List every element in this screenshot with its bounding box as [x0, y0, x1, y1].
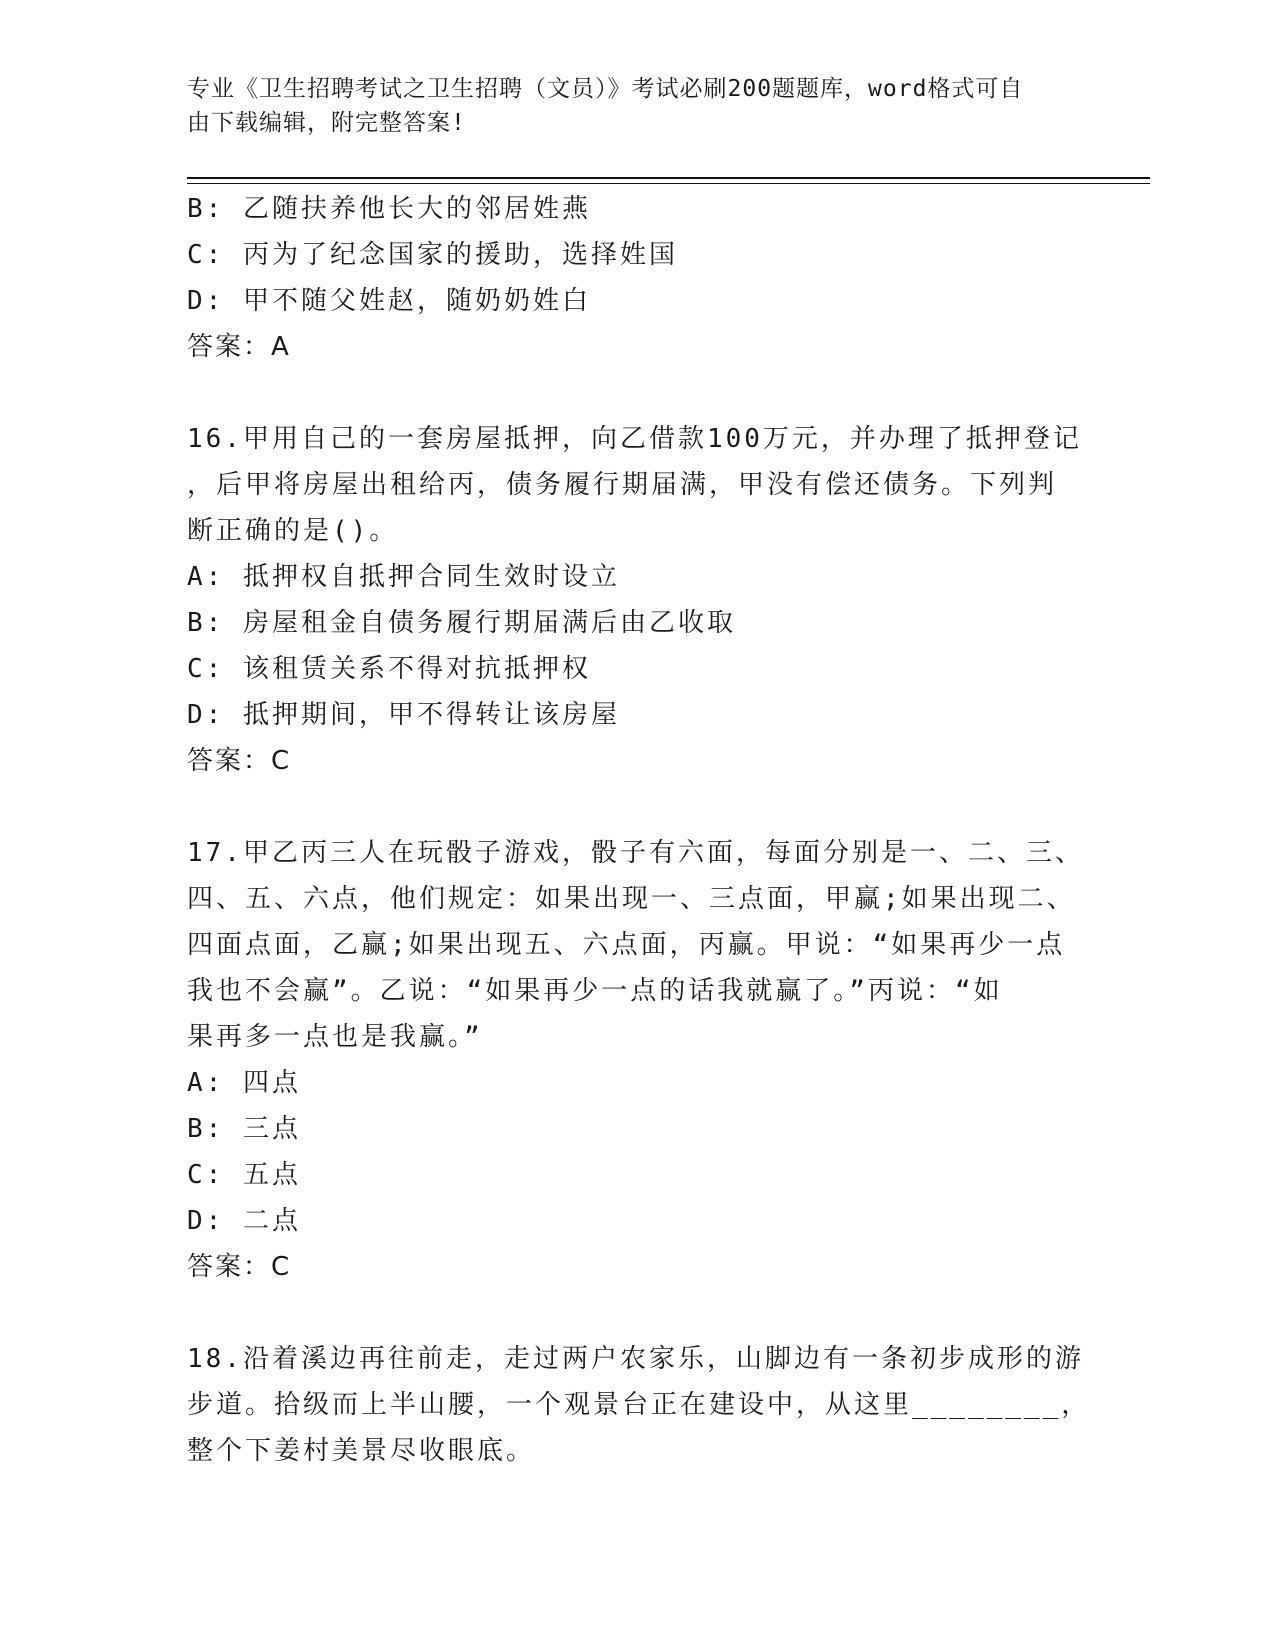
question-stem-line: 断正确的是()。 — [187, 516, 399, 546]
option-c: C: 丙为了纪念国家的援助，选择姓国 — [187, 240, 678, 270]
header-line-1: 专业《卫生招聘考试之卫生招聘（文员）》考试必刷200题题库，word格式可自 — [187, 76, 1024, 102]
option-b: B: 房屋租金自债务履行期届满后由乙收取 — [187, 608, 736, 638]
answer: 答案：A — [187, 332, 291, 362]
question-16 — [187, 416, 1087, 784]
question-stem-line: 18.沿着溪边再往前走，走过两户农家乐，山脚边有一条初步成形的游 — [187, 1344, 1084, 1374]
question-18 — [187, 1336, 1091, 1474]
option-d: D: 甲不随父姓赵，随奶奶姓白 — [187, 286, 591, 316]
question-stem-line: 17.甲乙丙三人在玩骰子游戏，骰子有六面，每面分别是一、二、三、 — [187, 838, 1084, 868]
option-b: B: 乙随扶养他长大的邻居姓燕 — [187, 194, 591, 224]
question-stem-line: 四、五、六点，他们规定：如果出现一、三点面，甲赢;如果出现二、 — [187, 884, 1076, 914]
question-list — [187, 186, 1091, 1474]
document-header — [187, 72, 1077, 140]
header-rule-thin — [187, 183, 1150, 184]
question-stem-line: ，后甲将房屋出租给丙，债务履行期届满，甲没有偿还债务。下列判 — [187, 470, 1058, 500]
option-b: B: 三点 — [187, 1114, 301, 1144]
question-17 — [187, 830, 1087, 1290]
spacer — [187, 1290, 1087, 1336]
question-stem-line: 步道。拾级而上半山腰，一个观景台正在建设中，从这里________， — [187, 1390, 1091, 1420]
option-d: D: 抵押期间，甲不得转让该房屋 — [187, 700, 620, 730]
header-line-2: 由下载编辑，附完整答案! — [187, 110, 466, 136]
answer: 答案：C — [187, 1252, 292, 1282]
spacer — [187, 784, 1087, 830]
spacer — [187, 370, 1087, 416]
question-stem-line: 整个下姜村美景尽收眼底。 — [187, 1436, 536, 1466]
option-a: A: 四点 — [187, 1068, 301, 1098]
answer: 答案：C — [187, 746, 292, 776]
option-c: C: 该租赁关系不得对抗抵押权 — [187, 654, 591, 684]
question-15 — [187, 186, 1087, 370]
question-stem-line: 我也不会赢”。乙说：“如果再少一点的话我就赢了。”丙说：“如 — [187, 976, 1003, 1006]
option-d: D: 二点 — [187, 1206, 301, 1236]
header-rule-thick — [187, 177, 1150, 179]
question-stem-line: 果再多一点也是我赢。” — [187, 1022, 483, 1052]
option-c: C: 五点 — [187, 1160, 301, 1190]
question-stem-line: 16.甲用自己的一套房屋抵押，向乙借款100万元，并办理了抵押登记 — [187, 424, 1082, 454]
question-stem-line: 四面点面，乙赢;如果出现五、六点面，丙赢。甲说：“如果再少一点 — [187, 930, 1066, 960]
option-a: A: 抵押权自抵押合同生效时设立 — [187, 562, 620, 592]
